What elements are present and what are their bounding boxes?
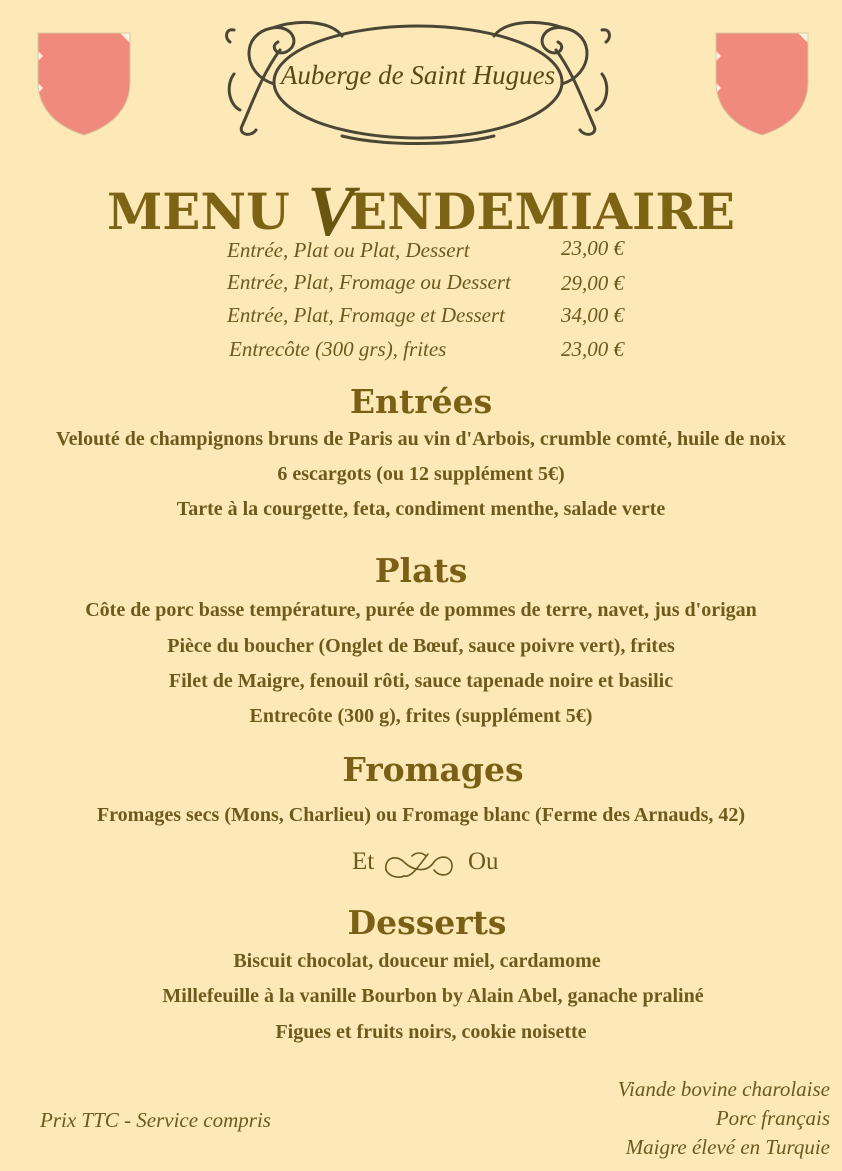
section-title-fromages: Fromages: [342, 750, 524, 789]
section-title-plats: Plats: [374, 551, 468, 590]
menu-title-rest: ENDEMIAIRE: [349, 182, 736, 241]
dish-item: Côte de porc basse température, purée de pommes de terre, navet, jus d'origan: [85, 599, 757, 621]
section-title-desserts: Desserts: [347, 903, 507, 942]
coat-of-arms-right-icon: [715, 32, 809, 136]
dish-item: Tarte à la courgette, feta, condiment menthe, salade verte: [176, 498, 666, 520]
origin-note: Porc français: [715, 1106, 830, 1130]
dish-item: Biscuit chocolat, douceur miel, cardamome: [233, 950, 601, 972]
formula-label: Entrée, Plat, Fromage et Dessert: [227, 303, 505, 327]
dish-item: Fromages secs (Mons, Charlieu) ou Fromage blanc (Ferme des Arnauds, 42): [96, 804, 746, 826]
dish-item: Entrecôte (300 g), frites (supplément 5€): [249, 705, 593, 727]
dish-item: Velouté de champignons bruns de Paris au vin d'Arbois, crumble comté, huile de noix: [56, 428, 786, 450]
separator-et: Et: [352, 848, 375, 875]
origin-note: Maigre élevé en Turquie: [625, 1135, 830, 1159]
formula-price: 23,00 €: [561, 337, 624, 361]
price-note: Prix TTC - Service compris: [40, 1108, 271, 1132]
dish-item: Millefeuille à la vanille Bourbon by Alain Abel, ganache praliné: [162, 985, 704, 1007]
formula-label: Entrée, Plat ou Plat, Dessert: [227, 238, 470, 262]
dish-item: Figues et fruits noirs, cookie noisette: [275, 1021, 587, 1043]
formula-price: 23,00 €: [561, 236, 624, 260]
section-title-entrees: Entrées: [349, 382, 493, 421]
formula-price: 29,00 €: [561, 271, 624, 295]
formula-label: Entrée, Plat, Fromage ou Dessert: [227, 270, 511, 294]
flourish-icon: [382, 848, 456, 882]
separator-ou: Ou: [468, 848, 499, 875]
dish-item: Pièce du boucher (Onglet de Bœuf, sauce poivre vert), frites: [167, 635, 675, 657]
formula-label: Entrecôte (300 grs), frites: [229, 337, 447, 361]
menu-title-first-word: MENU: [106, 182, 290, 241]
dish-item: Filet de Maigre, fenouil rôti, sauce tapenade noire et basilic: [168, 670, 674, 692]
coat-of-arms-left-icon: [37, 32, 131, 136]
origin-note: Viande bovine charolaise: [617, 1077, 830, 1101]
restaurant-name: Auberge de Saint Hugues: [280, 60, 556, 90]
formula-price: 34,00 €: [561, 303, 624, 327]
dish-item: 6 escargots (ou 12 supplément 5€): [277, 463, 565, 485]
menu-title-initial: V: [307, 171, 356, 251]
